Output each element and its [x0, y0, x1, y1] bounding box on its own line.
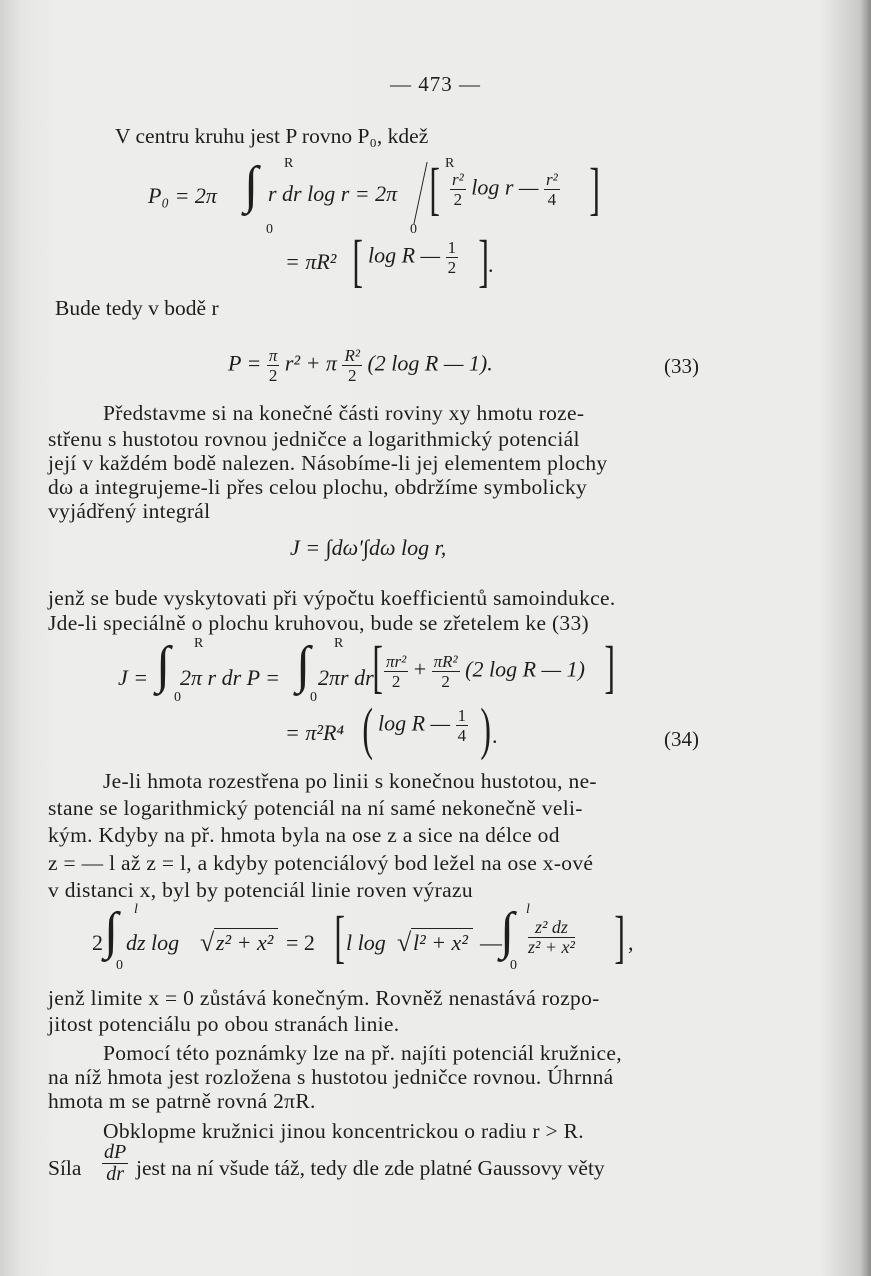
limit-lower: 0: [310, 690, 317, 705]
fraction: $\frac{\text{z² dz}}{\text{z² + x²}}$: [528, 917, 575, 957]
text-line: na níž hmota jest rozložena s hustotou jedničce rovnou. Úhrnná: [48, 1065, 614, 1089]
text-line: stane se logarithmický potenciál na ní samé nekonečně veli-: [48, 796, 583, 820]
text-line: její v každém bodě nalezen. Násobíme-li jej elementem plochy: [48, 451, 608, 475]
text-word: Síla: [48, 1156, 82, 1180]
eq-part: = π²R⁴: [285, 720, 345, 745]
limit-upper: R: [334, 636, 344, 651]
sqrt-sign: √: [397, 928, 412, 957]
eq-part: 2π r dr P =: [180, 665, 281, 690]
limit-lower: 0: [410, 222, 417, 237]
fraction-dP-dr: $\frac{dP}{dr}$: [104, 1141, 127, 1185]
paren-left: (: [362, 696, 373, 761]
eq-part: log R —: [378, 710, 451, 736]
fraction: $\frac{1}{2}$: [447, 238, 457, 277]
fraction: $\frac{\text{πr²}}{2}$: [386, 652, 407, 691]
bracket-left: [: [352, 228, 363, 293]
bracket-right: ]: [478, 228, 489, 293]
eq-part: J =: [118, 665, 149, 690]
text-line: hmota m se patrně rovná 2πR.: [48, 1089, 316, 1113]
eq-part: (2 log R — 1): [465, 656, 585, 682]
eq-part: r² + π: [284, 350, 337, 376]
equation-J: J = ∫dω′∫dω log r,: [290, 535, 447, 560]
eq-part: P =: [228, 350, 262, 376]
text-line: Obklopme kružnici jinou koncentrickou o radiu r > R.: [103, 1119, 584, 1143]
text-line: Je-li hmota rozestřena po linii s konečnou hustotou, ne-: [103, 769, 597, 793]
integral-sign: ∫: [244, 157, 259, 214]
equation-number: (33): [664, 354, 699, 378]
integral-sign: ∫: [104, 903, 119, 960]
fraction: $\frac{\text{r²}}{2}$: [452, 170, 464, 209]
eq-part: 2: [92, 930, 103, 955]
limit-lower: 0: [266, 222, 273, 237]
document-page: — 473 — V centru kruhu jest P rovno P₀, kdež P₀ = 2π ∫ R 0 r dr log r = 2π R 0 [ $\frac{\text{r²}}{2}$ log r — $\frac{\text{r²}}{4}$ ] = πR² [ log R — $\frac{1}{2}$ ] . Bude tedy v bodě r P = $\frac{\pi}{2}$ r² + π $\frac{\text{R²}}{2}$ (2 log R — 1). (33) Představme si na konečné části roviny xy hmotu roze- střenu s hustotou rovnou jedničce a logarithmický potenciál její v každém bodě nalezen. Násobíme-li jej elementem plochy dω a integrujeme-li přes celou plochu, obdržíme symbolicky vyjádřený integrál J = ∫dω′∫dω log r, jenž se bude vyskytovati při výpočtu koefficientů samoindukce. Jde-li speciálně o plochu kruhovou, bude se zřetelem ke (33) J = ∫ R 0 2π r dr P = ∫ R 0 2πr dr [ $\frac{\text{πr²}}{2}$ + $\frac{\text{πR²}}{2}$ (2 log R — 1) ] = π²R⁴ ( log R — $\frac{1}{4}$ ) . (34) Je-li hmota rozestřena po linii s konečnou hustotou, ne- stane se logarithmický potenciál na ní samé nekonečně veli- kým. Kdyby na př. hmota byla na ose z a sice na délce od z = — l až z = l, a kdyby potenciálový bod ležel na ose x-ové v distanci x, byl by potenciál linie roven výrazu 2 ∫ l 0 dz log √ z² + x² = 2 [ l log √ l² + x² — ∫ l 0 $\frac{\text{z² dz}}{\text{z² + x²}}$ ] , jenž limite x = 0 zůstává konečným. Rovněž nenastává rozpo- jitost potenciálu po obou stranách linie. Pomocí této poznámky lze na př. najíti potenciál kružnice, na níž hmota jest rozložena s hustotou jedničce rovnou. Úhrnná hmota m se patrně rovná 2πR. Obklopme kružnici jinou koncentrickou o radiu r > R. Síla $\frac{dP}{dr}$ jest na ní všude táž, tedy dle zde platné Gaussovy věty: [0, 0, 871, 1276]
bracket-right: ]: [614, 904, 625, 969]
text-line: jest na ní všude táž, tedy dle zde platné Gaussovy věty: [136, 1156, 605, 1180]
text-line: kým. Kdyby na př. hmota byla na ose z a sice na délce od: [48, 823, 560, 847]
text-line: Bude tedy v bodě r: [55, 296, 219, 320]
text-line: jitost potenciálu po obou stranách linie.: [48, 1012, 400, 1036]
text-line: Pomocí této poznámky lze na př. najíti potenciál kružnice,: [103, 1041, 622, 1065]
sqrt-sign: √: [200, 928, 215, 957]
fraction: $\frac{1}{4}$: [457, 706, 467, 745]
bracket-left: [: [334, 904, 345, 969]
integral-sign: ∫: [500, 903, 515, 960]
integral-sign: ∫: [296, 637, 311, 694]
text-line: Představme si na konečné části roviny xy hmotu roze-: [103, 401, 585, 425]
fraction: $\frac{\pi}{2}$: [268, 346, 278, 385]
bracket-left: [: [429, 156, 440, 221]
bracket-left: [: [372, 634, 383, 699]
eq-part: log r —: [471, 174, 539, 200]
limit-upper: R: [284, 156, 294, 171]
limit-lower: 0: [116, 958, 123, 973]
text-line: jenž se bude vyskytovati při výpočtu koefficientů samoindukce.: [48, 586, 616, 610]
text-line-intro: V centru kruhu jest P rovno P₀, kdež: [115, 124, 429, 148]
eq-part: log R —: [368, 242, 441, 268]
evaluation-bar: [413, 162, 427, 224]
equation-number: (34): [664, 727, 699, 751]
eq-part: l log: [346, 930, 386, 955]
fraction: $\frac{\text{r²}}{4}$: [545, 170, 558, 209]
limit-upper: R: [194, 636, 204, 651]
eq-part: dz log: [126, 930, 180, 955]
eq-part: z² + x²: [216, 930, 274, 955]
limit-upper: R: [445, 156, 455, 171]
eq-part: P₀ = 2π: [148, 183, 217, 208]
limit-upper: l: [134, 902, 138, 917]
paren-right: ): [480, 696, 491, 761]
limit-lower: 0: [510, 958, 517, 973]
fraction: $\frac{\text{πR²}}{2}$: [433, 652, 458, 691]
text-line: vyjádřený integrál: [48, 499, 211, 523]
text-line: z = — l až z = l, a kdyby potenciálový bod ležel na ose x-ové: [48, 851, 594, 875]
integral-sign: ∫: [156, 637, 171, 694]
limit-lower: 0: [174, 690, 181, 705]
eq-part: +: [413, 656, 427, 682]
text-line: v distanci x, byl by potenciál linie roven výrazu: [48, 878, 473, 902]
bracket-right: ]: [604, 634, 615, 699]
eq-part: —: [480, 930, 502, 955]
page-number: — 473 —: [390, 72, 481, 96]
eq-part: = 2: [286, 930, 315, 955]
bracket-right: ]: [589, 156, 600, 221]
text-line: jenž limite x = 0 zůstává konečným. Rovněž nenastává rozpo-: [48, 986, 600, 1010]
eq-part: = πR²: [285, 249, 337, 274]
eq-part: 2πr dr: [318, 665, 374, 690]
eq-part: l² + x²: [413, 930, 468, 955]
limit-upper: l: [526, 902, 530, 917]
fraction: $\frac{\text{R²}}{2}$: [344, 346, 360, 385]
text-line: dω a integrujeme-li přes celou plochu, obdržíme symbolicky: [48, 475, 588, 499]
eq-part: r dr log r = 2π: [268, 181, 398, 206]
eq-part: (2 log R — 1).: [367, 350, 493, 376]
text-line: střenu s hustotou rovnou jedničce a logarithmický potenciál: [48, 427, 580, 451]
text-line: Jde-li speciálně o plochu kruhovou, bude se zřetelem ke (33): [48, 611, 589, 635]
